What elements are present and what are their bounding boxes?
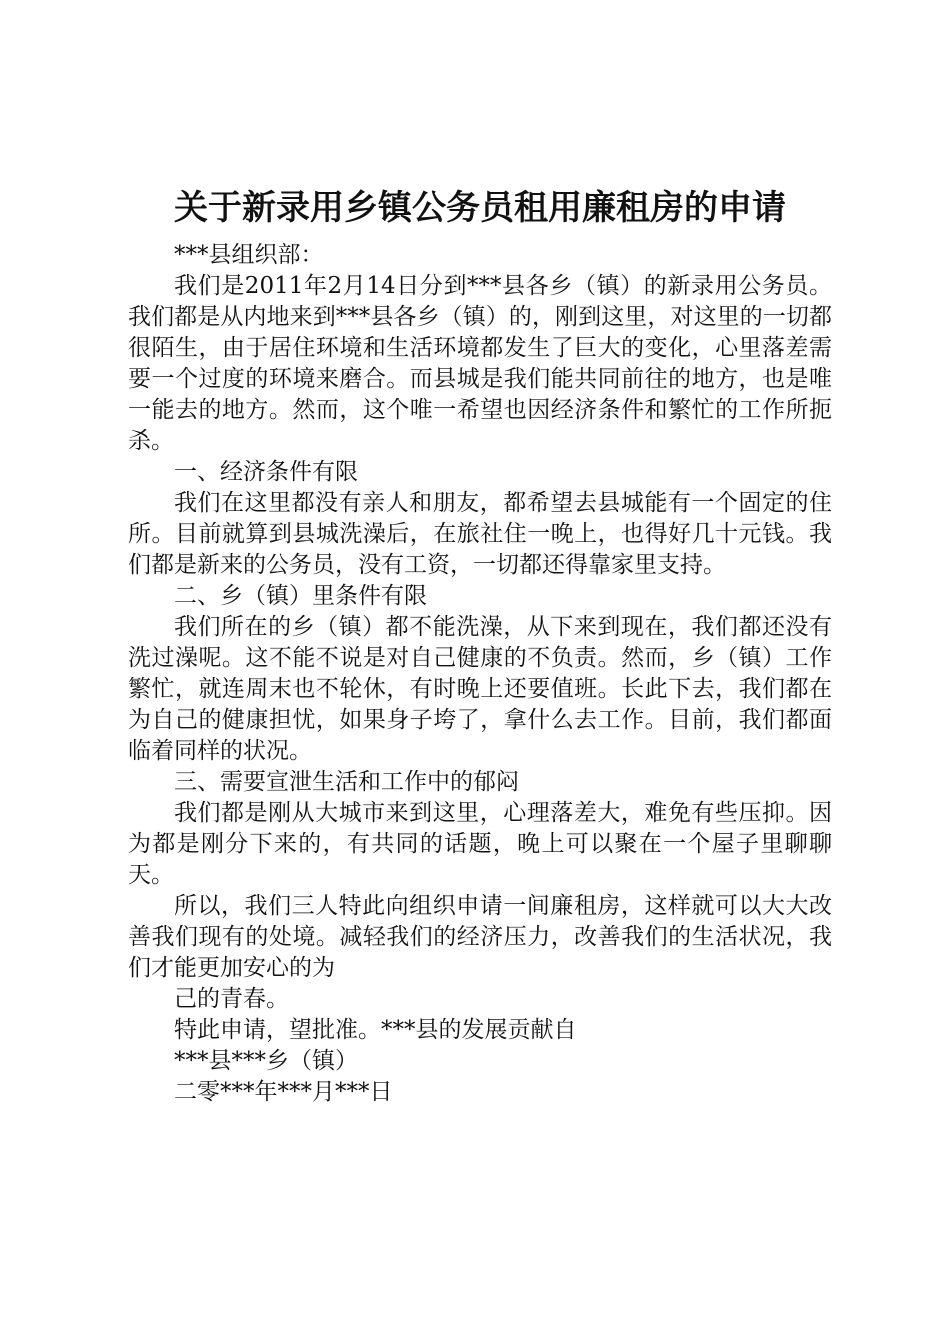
salutation: ***县组织部： bbox=[174, 242, 324, 268]
paragraph-township: 我们所在的乡（镇）都不能洗澡，从下来到现在，我们都还没有洗过澡呢。这不能不说是对自己健康的不负责。然而，乡（镇）工作繁忙，就连周末也不轮休，有时晚上还要值班。长此下去，我们都在为自己的健康担忧，如果身子垮了，拿什么去工作。目前，我们都面临着同样的状况。 bbox=[128, 614, 832, 764]
paragraph-intro: 我们是2011年2月14日分到***县各乡（镇）的新录用公务员。我们都是从内地来到***县各乡（镇）的，刚到这里，对这里的一切都很陌生，由于居住环境和生活环境都发生了巨大的变化，心里落差需要一个过度的环境来磨合。而县城是我们能共同前往的地方，也是唯一能去的地方。然而，这个唯一希望也因经济条件和繁忙的工作所扼杀。 bbox=[128, 273, 832, 454]
section-heading-stress: 三、需要宣泄生活和工作中的郁闷 bbox=[174, 769, 519, 795]
date-line: 二零***年***月***日 bbox=[174, 1079, 393, 1105]
document-page bbox=[128, 182, 832, 1108]
closing-line: 己的青春。 bbox=[174, 986, 289, 1012]
paragraph-request: 所以，我们三人特此向组织申请一间廉租房，这样就可以大大改善我们现有的处境。减轻我们的经济压力，改善我们的生活状况，我们才能更加安心的为 bbox=[128, 893, 832, 981]
signature-line: ***县***乡（镇） bbox=[174, 1048, 358, 1074]
closing-request-line: 特此申请，望批准。***县的发展贡献自 bbox=[174, 1017, 577, 1043]
paragraph-economic: 我们在这里都没有亲人和朋友，都希望去县城能有一个固定的住所。目前就算到县城洗澡后，在旅社住一晚上，也得好几十元钱。我们都是新来的公务员，没有工资，一切都还得靠家里支持。 bbox=[128, 490, 832, 578]
paragraph-stress: 我们都是刚从大城市来到这里，心理落差大，难免有些压抑。因为都是刚分下来的，有共同的话题，晚上可以聚在一个屋子里聊聊天。 bbox=[128, 800, 832, 888]
section-heading-township: 二、乡（镇）里条件有限 bbox=[174, 583, 427, 609]
document-title: 关于新录用乡镇公务员租用廉租房的申请 bbox=[174, 188, 786, 228]
section-heading-economic: 一、经济条件有限 bbox=[174, 459, 358, 485]
